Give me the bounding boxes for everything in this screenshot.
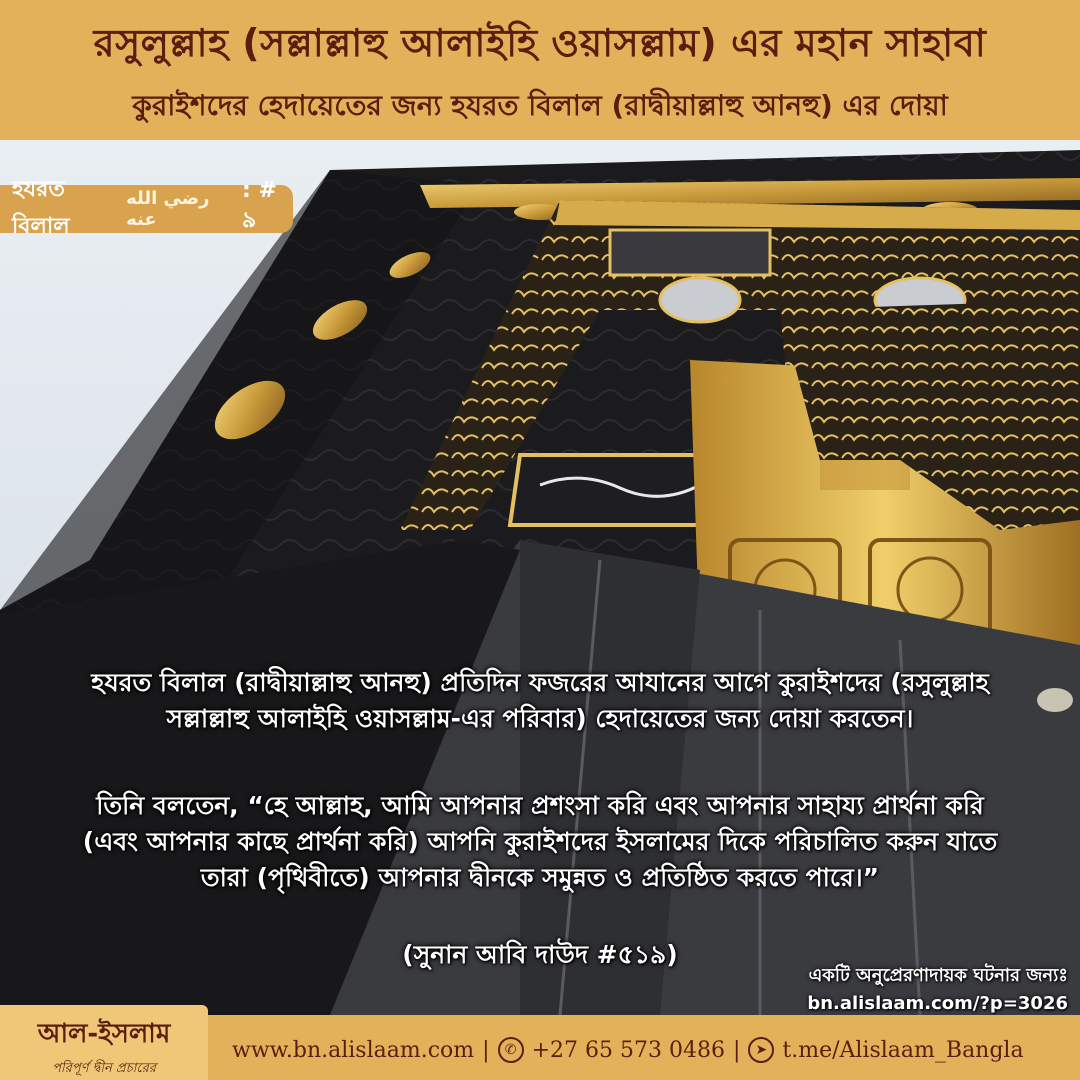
promo-block xyxy=(807,962,1068,1018)
whatsapp-icon: ✆ xyxy=(498,1037,524,1063)
episode-tag xyxy=(0,177,293,239)
brand-tagline: পরিপূর্ণ দ্বীন প্রচারের xyxy=(52,1061,156,1076)
paragraph-intro: হযরত বিলাল (রাদ্বীয়াল্লাহু আনহু) প্রতিদিন ফজরের আযানের আগে কুরাইশদের (রসুলুল্লাহ সল্লাল্লাহু আলাইহি ওয়াসল্লাম-এর পরিবার) হেদায়েতের জন্য দোয়া করতেন। xyxy=(91,668,989,733)
website-link[interactable]: www.bn.alislaam.com xyxy=(232,1037,475,1063)
promo-label: একটি অনুপ্রেরণাদায়ক ঘটনার জন্যঃ xyxy=(808,965,1068,986)
brand-name: আল-ইসলাম xyxy=(37,1019,171,1049)
telegram-link[interactable]: t.me/Alislaam_Bangla xyxy=(782,1037,1024,1063)
page-title: রসুলুল্লাহ (সল্লাল্লাহু আলাইহি ওয়াসল্লাম) এর মহান সাহাবা xyxy=(93,21,987,65)
episode-name: হযরত বিলাল xyxy=(12,177,70,239)
salutation-calligraphy: رضي الله عنه xyxy=(126,188,210,230)
paragraph-dua: তিনি বলতেন, “হে আল্লাহ, আমি আপনার প্রশংসা করি এবং আপনার সাহায্য প্রার্থনা করি (এবং আপনার কাছে প্রার্থনা করি) আপনি কুরাইশদের ইসলামের দিকে পরিচালিত করুন যাতে তারা (পৃথিবীতে) আপনার দ্বীনকে সমুন্নত ও প্রতিষ্ঠিত করতে পারে।” xyxy=(82,791,998,892)
telegram-icon: ➤ xyxy=(748,1037,774,1063)
episode-number: : # ৯ xyxy=(242,178,277,233)
contact-row xyxy=(232,1030,1024,1070)
page-subtitle: কুরাইশদের হেদায়েতের জন্য হযরত বিলাল (রাদ্বীয়াল্লাহু আনহু) এর দোয়া xyxy=(132,89,948,122)
brand-logo xyxy=(0,1005,208,1080)
promo-link[interactable]: bn.alislaam.com/?p=3026 xyxy=(807,993,1068,1014)
separator: | xyxy=(732,1037,741,1063)
hadith-reference: (সুনান আবি দাউদ #৫১৯) xyxy=(402,940,678,969)
separator: | xyxy=(482,1037,490,1063)
header-banner xyxy=(0,0,1080,140)
phone-link[interactable]: +27 65 573 0486 xyxy=(531,1037,725,1063)
